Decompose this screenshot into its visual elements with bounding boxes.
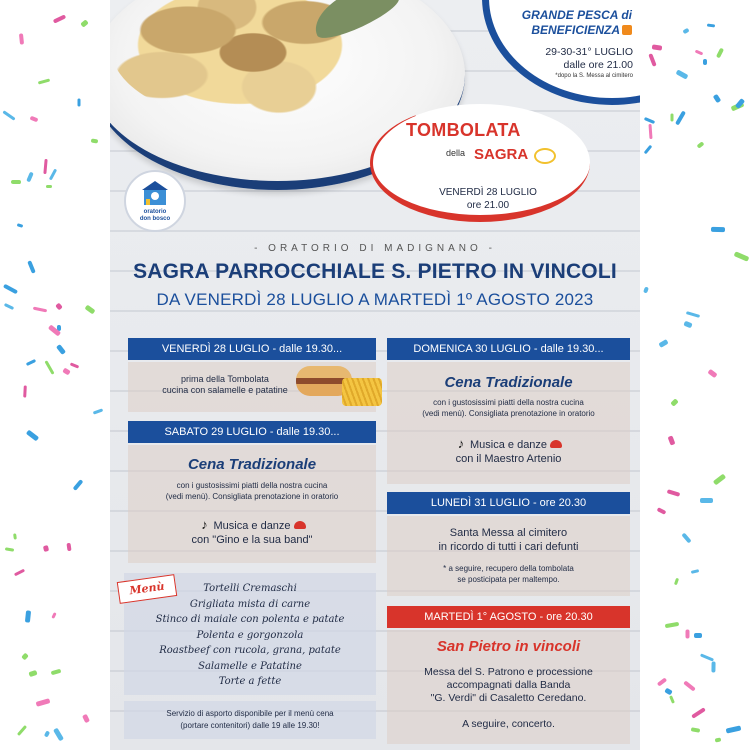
menu-item: Polenta e gorgonzola [196, 629, 304, 641]
confetti-piece [726, 725, 742, 733]
sabato-cena-title: Cena Tradizionale [187, 456, 317, 473]
confetti-piece [682, 28, 689, 35]
confetti-piece [644, 145, 653, 155]
confetti-piece [2, 110, 15, 120]
poster [110, 0, 640, 750]
confetti-piece [665, 622, 679, 628]
confetti-piece [697, 141, 705, 148]
confetti-piece [80, 19, 89, 27]
confetti-piece [691, 569, 699, 574]
menu-item: Stinco di maiale con polenta e patate [155, 614, 345, 625]
tombolata-title: TOMBOLATA [406, 120, 521, 140]
confetti-piece [657, 677, 667, 686]
confetti-piece [715, 737, 722, 742]
domenica-music-text: Musica e danze [470, 439, 548, 451]
asporto-line2: (portare contenitori) dalle 19 alle 19.30! [180, 721, 320, 730]
confetti-piece [93, 408, 103, 414]
confetti-piece [55, 303, 63, 311]
confetti-piece [671, 114, 674, 122]
domenica-header: DOMENICA 30 LUGLIO - dalle 19.30... [387, 338, 630, 360]
confetti-piece [56, 344, 66, 355]
domenica-desc-line1: con i gustosissimi piatti della nostra cucina [433, 398, 584, 407]
confetti-piece [43, 159, 47, 174]
tombolata-sagra: SAGRA [474, 146, 529, 163]
confetti-piece [78, 99, 81, 107]
menu-item: Roastbeef con rucola, grana, patate [159, 645, 341, 656]
confetti-piece [707, 369, 717, 378]
lunedi-line1: Santa Messa al cimitero [449, 527, 568, 539]
confetti-piece [13, 533, 17, 539]
confetti-piece [23, 385, 27, 397]
confetti-piece [675, 111, 686, 126]
confetti-piece [19, 33, 24, 44]
confetti-piece [643, 286, 649, 293]
tombolata-date: VENERDÌ 28 LUGLIO [439, 187, 537, 198]
confetti-piece [51, 669, 62, 675]
confetti-piece [711, 661, 715, 672]
lunedi-note-line1: * a seguire, recupero della tombolata [443, 564, 574, 573]
sabato-header: SABATO 29 LUGLIO - dalle 19.30... [128, 421, 376, 443]
confetti-piece [668, 435, 676, 445]
confetti-piece [17, 223, 24, 228]
sabato-desc-line1: con i gustosissimi piatti della nostra cucina [176, 481, 328, 490]
confetti-piece [53, 728, 64, 742]
confetti-piece [33, 307, 47, 313]
confetti-piece [669, 695, 675, 704]
confetti-piece [38, 78, 50, 84]
confetti-piece [66, 543, 71, 551]
confetti-piece [53, 14, 66, 23]
martedi-line3: "G. Verdi" di Casaletto Ceredano. [430, 692, 587, 704]
confetti-piece [43, 545, 49, 552]
sabato-music [128, 518, 376, 547]
confetti-piece [686, 630, 690, 639]
logo-text-line2: don bosco [139, 216, 171, 222]
confetti-piece [14, 569, 25, 577]
confetti-piece [30, 116, 39, 123]
venerdi-line1: prima della Tombolata [181, 374, 269, 384]
pesca-title-line1: GRANDE PESCA di [521, 8, 632, 22]
confetti-piece [46, 185, 52, 188]
confetti-piece [28, 670, 37, 677]
confetti-piece [664, 688, 673, 696]
confetti-piece [25, 610, 31, 622]
oratorio-label: - ORATORIO DI MADIGNANO - [254, 243, 496, 254]
music-note-icon: ♪ [457, 436, 465, 451]
confetti-piece [681, 533, 691, 544]
confetti-piece [670, 398, 679, 406]
oratorio-logo-icon [138, 179, 172, 209]
menu-item: Salamelle e Patatine [198, 660, 302, 672]
sabato-music-line1 [128, 518, 376, 533]
confetti-piece [3, 284, 18, 295]
confetti-piece [734, 251, 750, 261]
confetti-piece [711, 227, 725, 232]
confetti-piece [648, 124, 652, 139]
menu-item: Tortelli Cremaschi [203, 583, 297, 594]
confetti-piece [676, 69, 689, 79]
confetti-border-left [0, 0, 110, 750]
asporto-note [124, 701, 376, 739]
confetti-piece [5, 547, 14, 551]
confetti-piece [700, 498, 713, 503]
martedi-line2: accompagnati dalla Banda [446, 679, 571, 691]
tombolata-time: ore 21.00 [466, 200, 510, 211]
lunedi-text [387, 526, 630, 554]
confetti-piece [658, 339, 668, 348]
confetti-piece [703, 59, 707, 65]
pesca-date-range: 29-30-31° LUGLIO [545, 46, 633, 58]
pesca-time: dalle ore 21.00 [563, 59, 633, 71]
tombolata-datetime [428, 186, 548, 212]
pesca-dates [505, 46, 633, 72]
pesca-title-line2-text: BENEFICIENZA [531, 23, 620, 37]
menu-list [124, 581, 376, 690]
confetti-piece [17, 725, 27, 736]
confetti-piece [707, 24, 715, 28]
confetti-piece [62, 368, 71, 376]
sabato-music-line2: con "Gino e la sua band" [191, 534, 313, 546]
confetti-piece [11, 180, 21, 184]
music-note-icon: ♪ [201, 517, 208, 532]
sabato-desc-line2: (vedi menù). Consigliata prenotazione in oratorio [165, 492, 339, 501]
confetti-piece [667, 489, 681, 497]
confetti-piece [27, 260, 36, 274]
confetti-piece [44, 360, 54, 374]
page-title: SAGRA PARROCCHIALE S. PIETRO IN VINCOLI [133, 260, 617, 283]
tombolata-della: della [446, 148, 466, 158]
confetti-piece [21, 653, 29, 661]
confetti-piece [713, 474, 726, 486]
hat-icon [550, 440, 562, 448]
sabato-description [128, 480, 376, 502]
martedi-text [387, 666, 630, 705]
confetti-piece [82, 714, 90, 723]
confetti-piece [44, 730, 50, 737]
sun-icon [534, 148, 556, 164]
oratorio-logo [124, 170, 186, 232]
domenica-music [387, 437, 630, 466]
confetti-piece [36, 698, 51, 707]
martedi-title: San Pietro in vincoli [436, 638, 581, 655]
pesca-title [500, 8, 632, 38]
lunedi-header: LUNEDÌ 31 LUGLIO - ore 20.30 [387, 492, 630, 514]
pesca-note: *dopo la S. Messa al cimitero [555, 73, 633, 79]
domenica-description [387, 397, 630, 419]
confetti-piece [691, 707, 706, 719]
confetti-piece [70, 362, 79, 368]
lunedi-note [387, 563, 630, 585]
confetti-piece [691, 727, 701, 733]
confetti-piece [73, 479, 84, 491]
martedi-header: MARTEDÌ 1° AGOSTO - ore 20.30 [387, 606, 630, 628]
lunedi-note-line2: se posticipata per maltempo. [457, 575, 560, 584]
confetti-piece [695, 50, 704, 56]
sabato-music-text: Musica e danze [213, 520, 291, 532]
confetti-piece [652, 44, 663, 50]
confetti-piece [26, 359, 36, 366]
menu-tag: Menù [117, 574, 177, 604]
confetti-piece [683, 321, 692, 329]
gift-icon [622, 25, 632, 35]
domenica-music-line1 [387, 437, 630, 452]
confetti-piece [648, 53, 656, 67]
confetti-piece [26, 172, 34, 183]
confetti-piece [84, 305, 95, 315]
confetti-piece [657, 507, 667, 515]
confetti-piece [694, 633, 702, 638]
venerdi-text [150, 374, 300, 396]
confetti-piece [51, 612, 56, 619]
confetti-piece [713, 94, 722, 103]
confetti-piece [674, 578, 679, 586]
menu-item: Grigliata mista di carne [189, 598, 311, 610]
confetti-border-right [640, 0, 750, 750]
confetti-piece [700, 653, 714, 661]
domenica-desc-line2: (vedi menù). Consigliata prenotazione in oratorio [422, 409, 595, 418]
confetti-piece [686, 311, 700, 318]
venerdi-header: VENERDÌ 28 LUGLIO - dalle 19.30... [128, 338, 376, 360]
domenica-music-line2: con il Maestro Artenio [455, 453, 562, 465]
page-subtitle: DA VENERDÌ 28 LUGLIO A MARTEDÌ 1º AGOSTO 2023 [156, 290, 594, 309]
hat-icon [294, 521, 306, 529]
menu-item: Torte a fette [218, 676, 282, 687]
venerdi-line2: cucina con salamelle e patatine [162, 385, 288, 395]
confetti-piece [91, 138, 99, 143]
confetti-piece [4, 303, 14, 310]
martedi-line4: A seguire, concerto. [462, 718, 555, 730]
confetti-piece [26, 430, 39, 442]
fries-image [342, 378, 382, 406]
confetti-piece [716, 48, 724, 59]
confetti-piece [683, 680, 696, 691]
asporto-line1: Servizio di asporto disponibile per il menù cena [166, 709, 334, 718]
domenica-cena-title: Cena Tradizionale [444, 374, 573, 391]
confetti-piece [49, 168, 57, 180]
lunedi-line2: in ricordo di tutti i cari defunti [438, 541, 579, 553]
martedi-line1: Messa del S. Patrono e processione [424, 666, 593, 678]
logo-text-line1: oratorio [143, 209, 167, 215]
pesca-title-line2 [500, 23, 632, 38]
confetti-piece [644, 117, 655, 124]
